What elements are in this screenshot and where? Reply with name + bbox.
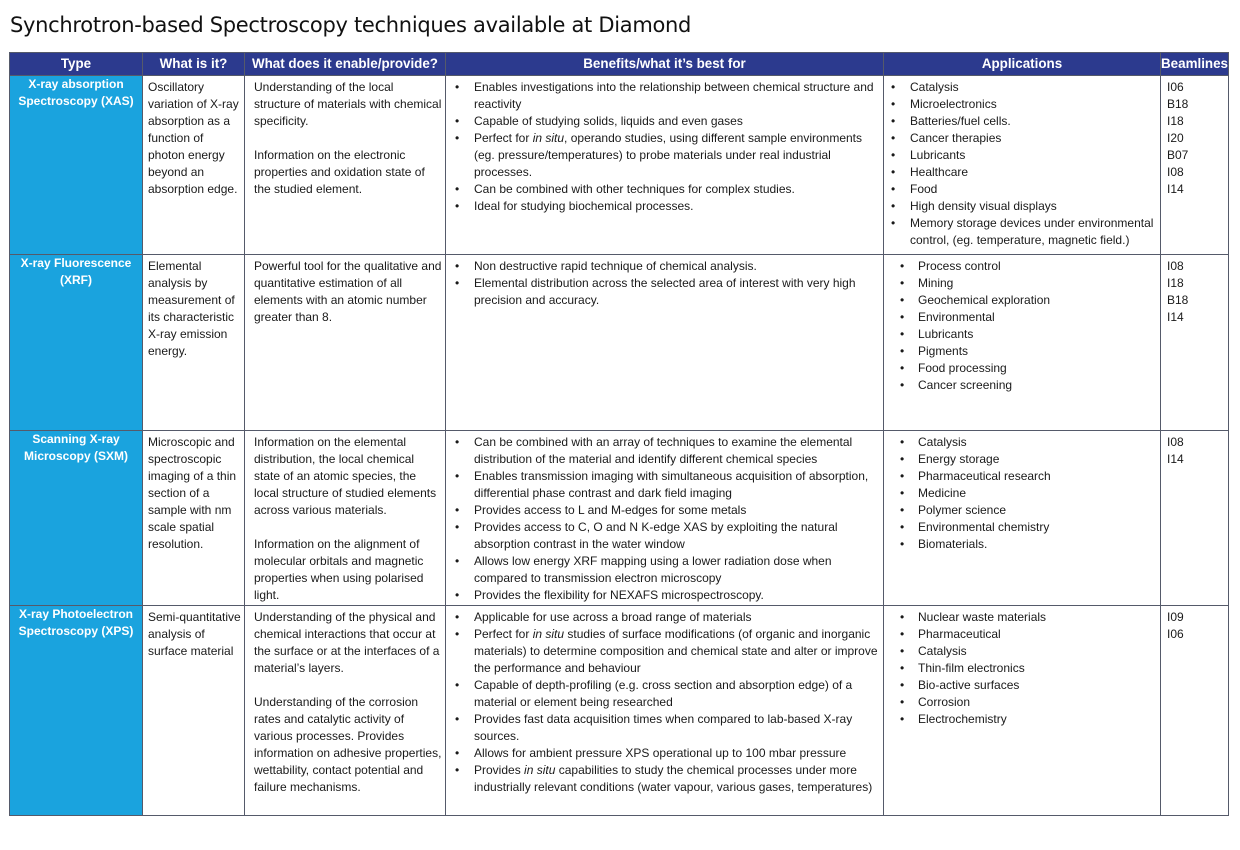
- what-text: Microscopic and spectroscopic imaging of a thin section of a sample with nm scale spatial resolution.: [148, 435, 237, 551]
- header-enable: What does it enable/provide?: [245, 53, 446, 76]
- application-item: • Thin-film electronics: [884, 660, 1156, 677]
- application-item: • Electrochemistry: [884, 711, 1156, 728]
- application-item: • Catalysis: [884, 434, 1156, 451]
- benefit-text: Perfect for: [474, 627, 533, 641]
- applications-cell: [884, 76, 1161, 255]
- what-cell: [143, 431, 245, 606]
- application-item: • Geochemical exploration: [884, 292, 1156, 309]
- table-row: [10, 606, 1229, 816]
- table-row: [10, 255, 1229, 431]
- benefit-item: • Can be combined with other techniques for complex studies.: [446, 181, 879, 198]
- beamline-id: B07: [1167, 148, 1189, 162]
- technique-type-cell: [10, 431, 143, 606]
- benefit-item: • Allows low energy XRF mapping using a lower radiation dose when compared to transmission electron microscopy: [446, 553, 879, 587]
- technique-name: X-ray absorption Spectroscopy (XAS): [18, 77, 134, 108]
- benefits-cell: [446, 431, 884, 606]
- benefit-emphasis: in situ: [524, 763, 556, 777]
- application-item: • Pharmaceutical: [884, 626, 1156, 643]
- benefit-item: • Applicable for use across a broad range of materials: [446, 609, 879, 626]
- header-applications: Applications: [884, 53, 1161, 76]
- application-item: • Energy storage: [884, 451, 1156, 468]
- application-item: • Batteries/fuel cells.: [884, 113, 1156, 130]
- enable-paragraph: Powerful tool for the qualitative and quantitative estimation of all elements with an atomic number greater than 8.: [254, 259, 442, 324]
- technique-name: X-ray Fluorescence (XRF): [20, 256, 132, 287]
- applications-list: [884, 255, 1160, 394]
- application-item: • Healthcare: [884, 164, 1156, 181]
- application-item: • Lubricants: [884, 326, 1156, 343]
- beamlines-cell: [1161, 255, 1229, 431]
- beamline-id: I14: [1167, 182, 1184, 196]
- benefit-emphasis: in situ: [532, 131, 565, 145]
- application-item: • Lubricants: [884, 147, 1156, 164]
- benefit-item: • Enables investigations into the relationship between chemical structure and reactivity: [446, 79, 879, 113]
- beamline-id: B18: [1167, 97, 1189, 111]
- header-benefits: Benefits/what it’s best for: [446, 53, 884, 76]
- application-item: • Corrosion: [884, 694, 1156, 711]
- benefit-emphasis: in situ: [532, 627, 565, 641]
- enable-paragraph: Information on the alignment of molecular orbitals and magnetic properties when using polarised light.: [254, 537, 424, 602]
- benefits-list: [446, 431, 883, 604]
- beamline-id: I18: [1167, 276, 1184, 290]
- benefits-cell: [446, 76, 884, 255]
- application-item: • Environmental chemistry: [884, 519, 1156, 536]
- application-item: • Mining: [884, 275, 1156, 292]
- application-item: • Cancer screening: [884, 377, 1156, 394]
- benefit-item: • Provides the flexibility for NEXAFS microspectroscopy.: [446, 587, 879, 604]
- table-row: [10, 431, 1229, 606]
- beamline-id: I06: [1167, 80, 1184, 94]
- benefits-list: [446, 255, 883, 309]
- applications-list: [884, 76, 1160, 249]
- enable-paragraph: Information on the elemental distribution, the local chemical state of an atomic species, the local structure of studied elements across various materials.: [254, 435, 437, 517]
- benefit-item: [446, 626, 879, 677]
- header-beamlines: Beamlines: [1161, 53, 1229, 76]
- benefit-item: • Provides fast data acquisition times when compared to lab-based X-ray sources.: [446, 711, 879, 745]
- application-item: • Pigments: [884, 343, 1156, 360]
- benefit-text: studies of surface modifications (of organic and inorganic materials) to determine composition and chemical state and alter or improve the performance and behaviour: [474, 627, 878, 675]
- beamline-id: I09: [1167, 610, 1184, 624]
- application-item: • Bio-active surfaces: [884, 677, 1156, 694]
- applications-cell: [884, 431, 1161, 606]
- application-item: • Cancer therapies: [884, 130, 1156, 147]
- beamline-id: I08: [1167, 165, 1184, 179]
- enable-paragraph: Understanding of the corrosion rates and catalytic activity of various processes. Provides information on adhesive properties, wettability, contact potential and failure mechanisms.: [254, 695, 442, 794]
- beamline-list: [1161, 255, 1228, 326]
- application-item: • Biomaterials.: [884, 536, 1156, 553]
- enable-cell: [245, 431, 446, 606]
- beamlines-cell: [1161, 606, 1229, 816]
- benefit-text: capabilities to study the chemical processes under more industrially relevant conditions (water vapour, various gases, temperatures): [474, 763, 873, 794]
- benefit-text: Perfect for: [474, 131, 533, 145]
- what-text: Oscillatory variation of X-ray absorption as a function of photon energy beyond an absorption edge.: [148, 80, 239, 196]
- technique-type-cell: [10, 606, 143, 816]
- enable-cell: [245, 606, 446, 816]
- benefit-item: [446, 130, 879, 181]
- application-item: • High density visual displays: [884, 198, 1156, 215]
- header-type: Type: [10, 53, 143, 76]
- benefit-item: • Non destructive rapid technique of chemical analysis.: [446, 258, 879, 275]
- what-cell: [143, 76, 245, 255]
- applications-list: [884, 606, 1160, 728]
- applications-cell: [884, 606, 1161, 816]
- beamline-id: B18: [1167, 293, 1189, 307]
- benefit-item: • Provides access to L and M-edges for some metals: [446, 502, 879, 519]
- technique-name: X-ray Photoelectron Spectroscopy (XPS): [18, 607, 134, 638]
- benefit-text: Provides: [474, 763, 525, 777]
- what-text: Elemental analysis by measurement of its characteristic X-ray emission energy.: [148, 259, 235, 358]
- applications-cell: [884, 255, 1161, 431]
- application-item: • Catalysis: [884, 79, 1156, 96]
- beamline-id: I14: [1167, 452, 1184, 466]
- benefits-cell: [446, 255, 884, 431]
- beamline-list: [1161, 606, 1228, 643]
- table-row: [10, 76, 1229, 255]
- beamlines-cell: [1161, 431, 1229, 606]
- beamline-id: I20: [1167, 131, 1184, 145]
- enable-cell: [245, 255, 446, 431]
- application-item: • Catalysis: [884, 643, 1156, 660]
- beamline-list: [1161, 431, 1228, 468]
- technique-type-cell: [10, 255, 143, 431]
- enable-paragraph: Understanding of the physical and chemical interactions that occur at the surface or at the interfaces of a material’s layers.: [254, 610, 440, 675]
- technique-name: Scanning X-ray Microscopy (SXM): [23, 432, 128, 463]
- enable-paragraph: Understanding of the local structure of materials with chemical specificity.: [254, 80, 442, 128]
- benefit-item: • Allows for ambient pressure XPS operational up to 100 mbar pressure: [446, 745, 879, 762]
- benefits-list: [446, 76, 883, 215]
- application-item: • Polymer science: [884, 502, 1156, 519]
- what-cell: [143, 255, 245, 431]
- application-item: • Environmental: [884, 309, 1156, 326]
- application-item: • Medicine: [884, 485, 1156, 502]
- header-what: What is it?: [143, 53, 245, 76]
- what-cell: [143, 606, 245, 816]
- application-item: • Pharmaceutical research: [884, 468, 1156, 485]
- benefit-item: • Capable of depth-profiling (e.g. cross section and absorption edge) of a material or element being researched: [446, 677, 879, 711]
- application-item: • Food: [884, 181, 1156, 198]
- technique-type-cell: [10, 76, 143, 255]
- benefits-cell: [446, 606, 884, 816]
- benefit-item: • Provides access to C, O and N K-edge XAS by exploiting the natural absorption contrast in the water window: [446, 519, 879, 553]
- beamline-id: I06: [1167, 627, 1184, 641]
- application-item: • Memory storage devices under environmental control, (eg. temperature, magnetic field.): [884, 215, 1156, 249]
- page-title: Synchrotron-based Spectroscopy techniques available at Diamond: [10, 13, 692, 37]
- beamline-list: [1161, 76, 1228, 198]
- beamline-id: I18: [1167, 114, 1184, 128]
- application-item: • Food processing: [884, 360, 1156, 377]
- benefits-list: [446, 606, 883, 796]
- beamline-id: I08: [1167, 435, 1184, 449]
- benefit-text: , operando studies, using different sample environments (eg. pressure/temperatures) to probe materials under real industrial processes.: [474, 131, 863, 179]
- what-text: Semi-quantitative analysis of surface material: [148, 610, 241, 658]
- benefit-item: • Capable of studying solids, liquids and even gases: [446, 113, 879, 130]
- enable-paragraph: Information on the electronic properties and oxidation state of the studied element.: [254, 148, 425, 196]
- application-item: • Microelectronics: [884, 96, 1156, 113]
- benefit-item: • Elemental distribution across the selected area of interest with very high precision and accuracy.: [446, 275, 879, 309]
- spectroscopy-table: [9, 52, 1229, 816]
- applications-list: [884, 431, 1160, 553]
- benefit-item: • Enables transmission imaging with simultaneous acquisition of absorption, differential phase contrast and dark field imaging: [446, 468, 879, 502]
- beamlines-cell: [1161, 76, 1229, 255]
- enable-cell: [245, 76, 446, 255]
- benefit-item: • Can be combined with an array of techniques to examine the elemental distribution of the material and identify different chemical species: [446, 434, 879, 468]
- benefit-item: [446, 762, 879, 796]
- application-item: • Process control: [884, 258, 1156, 275]
- application-item: • Nuclear waste materials: [884, 609, 1156, 626]
- benefit-item: • Ideal for studying biochemical processes.: [446, 198, 879, 215]
- beamline-id: I08: [1167, 259, 1184, 273]
- header-row: [10, 53, 1229, 76]
- beamline-id: I14: [1167, 310, 1184, 324]
